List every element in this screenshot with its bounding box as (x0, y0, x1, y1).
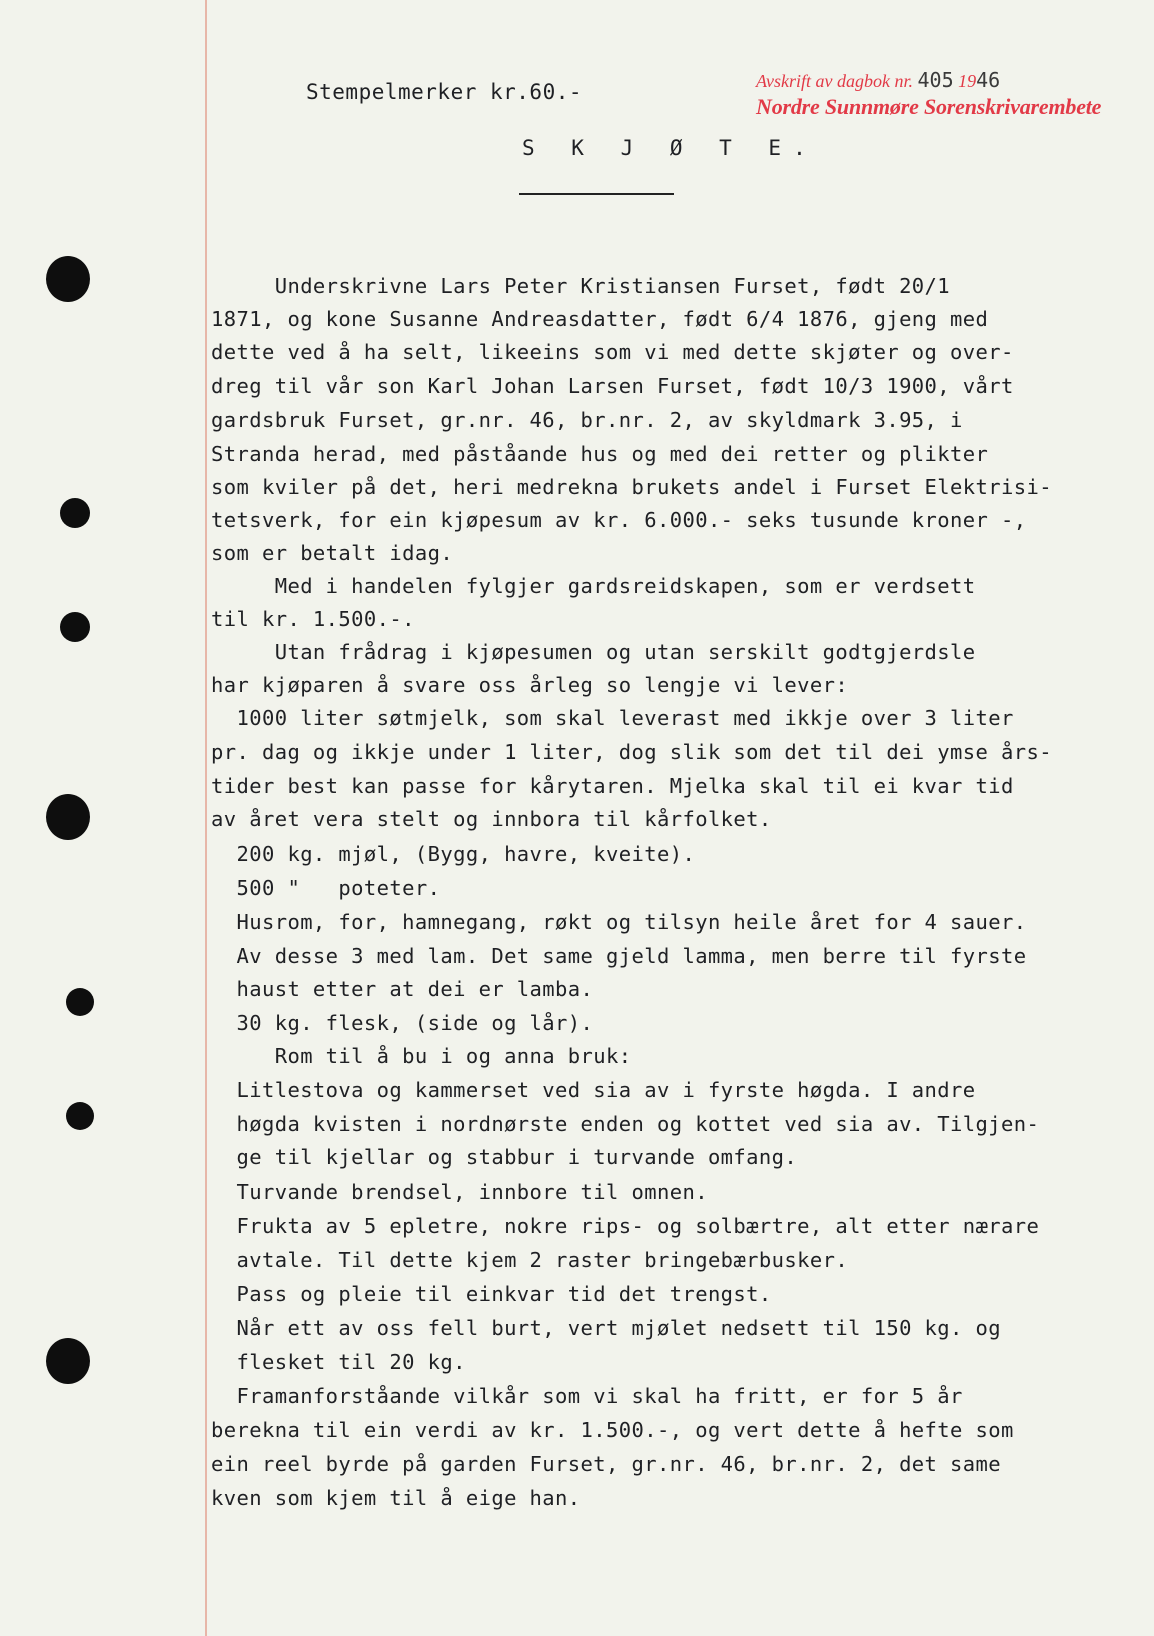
body-line: Rom til å bu i og anna bruk: (211, 1044, 632, 1068)
body-line: 1871, og kone Susanne Andreasdatter, født 6/4 1876, gjeng med (211, 307, 989, 331)
body-line: høgda kvisten i nordnørste enden og kottet ved sia av. Tilgjen- (211, 1112, 1040, 1136)
registry-journal-number: 405 (917, 68, 954, 92)
body-line: Når ett av oss fell burt, vert mjølet nedsett til 150 kg. og (211, 1316, 1002, 1340)
body-line: 1000 liter søtmjelk, som skal leverast med ikkje over 3 liter (211, 706, 1014, 730)
body-line: avtale. Til dette kjem 2 raster bringebærbusker. (211, 1248, 849, 1272)
registry-year-prefix: 19 (958, 71, 977, 91)
body-line: pr. dag og ikkje under 1 liter, dog slik som det til dei ymse års- (211, 740, 1052, 764)
registry-office: Nordre Sunnmøre Sorenskrivarembete (756, 94, 1102, 119)
body-line: berekna til ein verdi av kr. 1.500.-, og vert dette å hefte som (211, 1418, 1014, 1442)
registry-year-suffix: 46 (976, 68, 1001, 92)
body-line: ein reel byrde på garden Furset, gr.nr. 46, br.nr. 2, det same (211, 1452, 1002, 1476)
body-line: til kr. 1.500.-. (211, 607, 415, 631)
body-line: Pass og pleie til einkvar tid det trengst. (211, 1282, 772, 1306)
body-line: som er betalt idag. (211, 541, 454, 565)
body-line: Med i handelen fylgjer gardsreidskapen, som er verdsett (211, 574, 976, 598)
body-line: Husrom, for, hamnegang, røkt og tilsyn heile året for 4 sauer. (211, 910, 1027, 934)
body-line: ge til kjellar og stabbur i turvande omfang. (211, 1145, 798, 1169)
body-line: Litlestova og kammerset ved sia av i fyrste høgda. I andre (211, 1078, 976, 1102)
body-line: har kjøparen å svare oss årleg so lengje vi lever: (211, 673, 849, 697)
body-line: dette ved å ha selt, likeeins som vi med dette skjøter og over- (211, 340, 1014, 364)
body-line: Underskrivne Lars Peter Kristiansen Furset, født 20/1 (211, 274, 951, 298)
body-line: av året vera stelt og innbora til kårfolket. (211, 807, 772, 831)
body-line: Turvande brendsel, innbore til omnen. (211, 1180, 708, 1204)
body-line: flesket til 20 kg. (211, 1350, 466, 1374)
registry-journal-label: Avskrift av dagbok nr. (756, 71, 913, 91)
body-line: 500 " poteter. (211, 876, 441, 900)
body-line: tider best kan passe for kårytaren. Mjelka skal til ei kvar tid (211, 774, 1014, 798)
body-line: 200 kg. mjøl, (Bygg, havre, kveite). (211, 842, 696, 866)
body-line: dreg til vår son Karl Johan Larsen Furset, født 10/3 1900, vårt (211, 374, 1014, 398)
body-line: 30 kg. flesk, (side og lår). (211, 1011, 594, 1035)
body-line: som kviler på det, heri medrekna brukets andel i Furset Elektrisi- (211, 475, 1052, 499)
body-line: gardsbruk Furset, gr.nr. 46, br.nr. 2, av skyldmark 3.95, i (211, 408, 963, 432)
stamp-duty-note: Stempelmerker kr.60.- (306, 80, 583, 104)
body-line: kven som kjem til å eige han. (211, 1486, 581, 1510)
body-line: Stranda herad, med påståande hus og med dei retter og plikter (211, 442, 989, 466)
body-line: Frukta av 5 epletre, nokre rips- og solbærtre, alt etter nærare (211, 1214, 1040, 1238)
body-line: tetsverk, for ein kjøpesum av kr. 6.000.- seks tusunde kroner -, (211, 508, 1027, 532)
body-line: Framanforståande vilkår som vi skal ha fritt, er for 5 år (211, 1384, 963, 1408)
body-line: Av desse 3 med lam. Det same gjeld lamma, men berre til fyrste (211, 944, 1027, 968)
document-title: S K J Ø T E. (522, 136, 818, 160)
body-line: haust etter at dei er lamba. (211, 977, 594, 1001)
body-line: Utan frådrag i kjøpesumen og utan serskilt godtgjerdsle (211, 640, 976, 664)
